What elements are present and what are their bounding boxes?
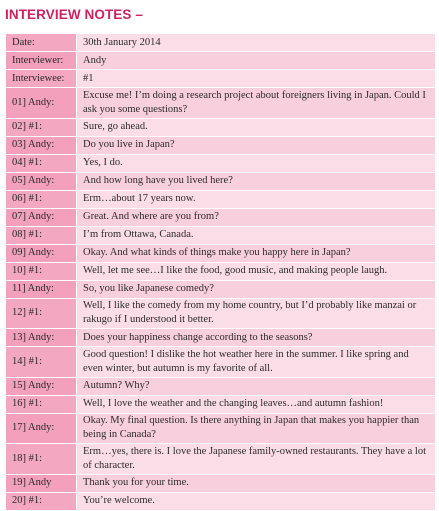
utterance-cell: Autumn? Why? [77, 377, 436, 395]
utterance-cell: Well, I like the comedy from my home country, but I’d probably like manzai or rakugo if I understood it better. [77, 298, 436, 329]
interviewer-label: Interviewer: [6, 52, 77, 70]
speaker-cell: 20] #1: [6, 492, 77, 510]
speaker-cell: 04] #1: [6, 154, 77, 172]
page-title: INTERVIEW NOTES – [5, 7, 143, 22]
speaker-cell: 13] Andy: [6, 329, 77, 347]
utterance-cell: Excuse me! I’m doing a research project about foreigners living in Japan. Could I ask you some questions? [77, 88, 436, 119]
dialogue-row [6, 280, 436, 298]
speaker-cell: 18] #1: [6, 444, 77, 475]
interviewer-value: Andy [77, 52, 436, 70]
interview-notes-table [5, 33, 436, 511]
dialogue-row [6, 154, 436, 172]
speaker-cell: 06] #1: [6, 190, 77, 208]
dialogue-row [6, 474, 436, 492]
speaker-cell: 10] #1: [6, 262, 77, 280]
interviewee-value: #1 [77, 70, 436, 88]
utterance-cell: Erm…yes, there is. I love the Japanese family-owned restaurants. They have a lot of character. [77, 444, 436, 475]
utterance-cell: Well, I love the weather and the changing leaves…and autumn fashion! [77, 395, 436, 413]
utterance-cell: Great. And where are you from? [77, 208, 436, 226]
utterance-cell: Sure, go ahead. [77, 118, 436, 136]
speaker-cell: 09] Andy: [6, 244, 77, 262]
speaker-cell: 08] #1: [6, 226, 77, 244]
speaker-cell: 19] Andy [6, 474, 77, 492]
dialogue-row [6, 88, 436, 119]
utterance-cell: I’m from Ottawa, Canada. [77, 226, 436, 244]
utterance-cell: Well, let me see…I like the food, good music, and making people laugh. [77, 262, 436, 280]
interviewee-label: Interviewee: [6, 70, 77, 88]
dialogue-row [6, 262, 436, 280]
utterance-cell: Okay. My final question. Is there anything in Japan that makes you happier than being in Canada? [77, 413, 436, 444]
speaker-cell: 12] #1: [6, 298, 77, 329]
dialogue-row [6, 244, 436, 262]
dialogue-row [6, 413, 436, 444]
utterance-cell: So, you like Japanese comedy? [77, 280, 436, 298]
speaker-cell: 02] #1: [6, 118, 77, 136]
dialogue-row [6, 208, 436, 226]
speaker-cell: 17] Andy: [6, 413, 77, 444]
date-row [6, 34, 436, 52]
dialogue-row [6, 492, 436, 510]
utterance-cell: Do you live in Japan? [77, 136, 436, 154]
speaker-cell: 11] Andy: [6, 280, 77, 298]
date-label: Date: [6, 34, 77, 52]
dialogue-row [6, 347, 436, 378]
speaker-cell: 05] Andy: [6, 172, 77, 190]
dialogue-row [6, 444, 436, 475]
speaker-cell: 16] #1: [6, 395, 77, 413]
utterance-cell: Erm…about 17 years now. [77, 190, 436, 208]
dialogue-row [6, 395, 436, 413]
dialogue-row [6, 172, 436, 190]
utterance-cell: Good question! I dislike the hot weather here in the summer. I like spring and even winter, but autumn is my favorite of all. [77, 347, 436, 378]
interviewer-row [6, 52, 436, 70]
dialogue-row [6, 329, 436, 347]
dialogue-row [6, 377, 436, 395]
speaker-cell: 07] Andy: [6, 208, 77, 226]
utterance-cell: And how long have you lived here? [77, 172, 436, 190]
utterance-cell: You’re welcome. [77, 492, 436, 510]
speaker-cell: 01] Andy: [6, 88, 77, 119]
dialogue-row [6, 298, 436, 329]
speaker-cell: 14] #1: [6, 347, 77, 378]
speaker-cell: 03] Andy: [6, 136, 77, 154]
dialogue-row [6, 226, 436, 244]
interviewee-row [6, 70, 436, 88]
utterance-cell: Thank you for your time. [77, 474, 436, 492]
utterance-cell: Okay. And what kinds of things make you happy here in Japan? [77, 244, 436, 262]
speaker-cell: 15] Andy: [6, 377, 77, 395]
dialogue-row [6, 118, 436, 136]
utterance-cell: Does your happiness change according to the seasons? [77, 329, 436, 347]
utterance-cell: Yes, I do. [77, 154, 436, 172]
date-value: 30th January 2014 [77, 34, 436, 52]
dialogue-row [6, 190, 436, 208]
dialogue-row [6, 136, 436, 154]
